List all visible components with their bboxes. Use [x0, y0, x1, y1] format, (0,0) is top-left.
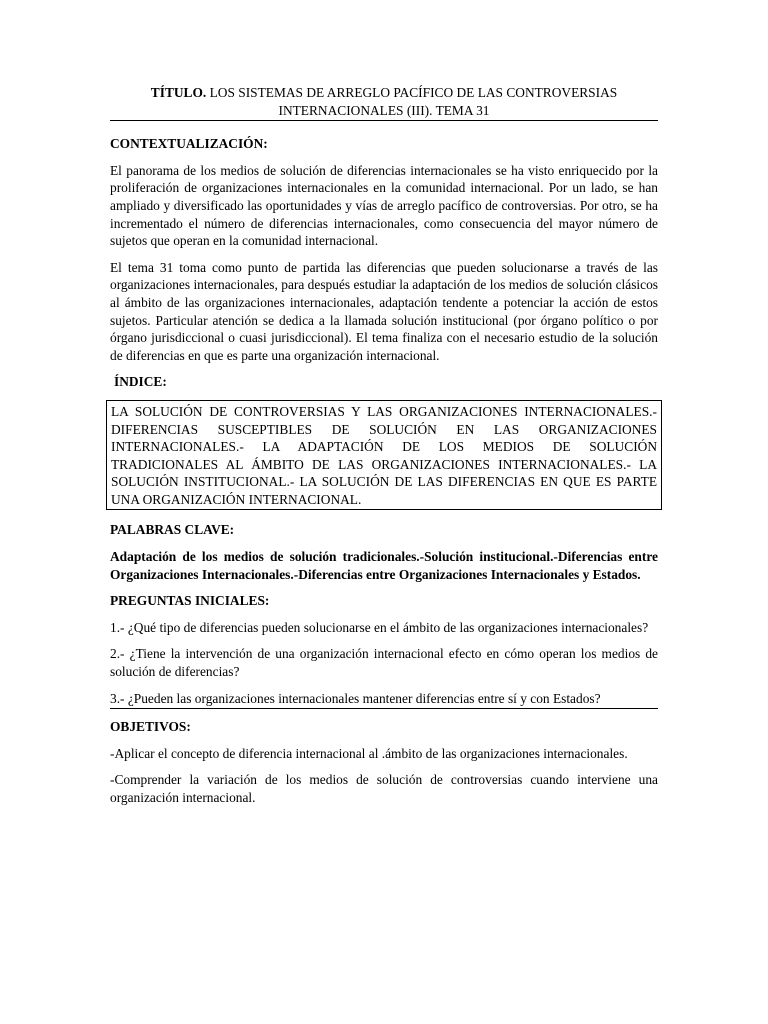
indice-section	[110, 373, 658, 510]
contextualizacion-heading: CONTEXTUALIZACIÓN:	[110, 136, 268, 152]
palabras-clave-text: Adaptación de los medios de solución tradicionales.-Solución institucional.-Diferencias entre Organizaciones Internacionales.-Diferencias entre Organizaciones Internacionales y Estados.	[110, 549, 658, 582]
preguntas-section	[110, 592, 658, 709]
objetivos-section	[110, 718, 658, 806]
palabras-clave-heading: PALABRAS CLAVE:	[110, 522, 235, 538]
pregunta-1: 1.- ¿Qué tipo de diferencias pueden solucionarse en el ámbito de las organizaciones internacionales?	[110, 619, 649, 635]
objetivo-1: -Aplicar el concepto de diferencia internacional al .ámbito de las organizaciones internacionales.	[110, 745, 628, 761]
contextualizacion-section	[110, 135, 658, 364]
preguntas-heading: PREGUNTAS INICIALES:	[110, 593, 270, 609]
document-title	[110, 84, 658, 121]
title-text: LOS SISTEMAS DE ARREGLO PACÍFICO DE LAS CONTROVERSIAS INTERNACIONALES (III). TEMA 31	[206, 85, 618, 118]
indice-box: LA SOLUCIÓN DE CONTROVERSIAS Y LAS ORGANIZACIONES INTERNACIONALES.- DIFERENCIAS SUSCEPTIBLES DE SOLUCIÓN EN LAS ORGANIZACIONES INTERNACIONALES.- LA ADAPTACIÓN DE LOS MEDIOS DE SOLUCIÓN TRADICIONALES AL ÁMBITO DE LAS ORGANIZACIONES INTERNACIONALES.- LA SOLUCIÓN INSTITUCIONAL.- LA SOLUCIÓN DE LAS DIFERENCIAS EN QUE ES PARTE UNA ORGANIZACIÓN INTERNACIONAL.	[106, 400, 662, 511]
objetivo-2: -Comprender la variación de los medios de solución de controversias cuando interviene una organización internacional.	[110, 772, 658, 805]
document-page	[110, 84, 658, 816]
contextualizacion-paragraph-1: El panorama de los medios de solución de diferencias internacionales se ha visto enriquecido por la proliferación de organizaciones internacionales en la comunidad internacional. Por un lado, se han ampliado y diversificado las oportunidades y vías de arreglo pacífico de controversias. Por otro, se ha incrementado el número de diferencias internacionales, como consecuencia del mayor número de sujetos que operan en la comunidad internacional.	[110, 162, 658, 249]
objetivos-heading: OBJETIVOS:	[110, 719, 191, 735]
indice-heading: ÍNDICE:	[114, 374, 167, 390]
pregunta-3: 3.- ¿Pueden las organizaciones internacionales mantener diferencias entre sí y con Estados?	[110, 690, 658, 710]
pregunta-2: 2.- ¿Tiene la intervención de una organización internacional efecto en cómo operan los medios de solución de diferencias?	[110, 646, 658, 680]
palabras-clave-section	[110, 521, 658, 583]
title-label: TÍTULO.	[150, 85, 207, 100]
contextualizacion-paragraph-2: El tema 31 toma como punto de partida las diferencias que pueden solucionarse a través de las organizaciones internacionales, para después estudiar la adaptación de los medios de solución clásicos al ámbito de las organizaciones internacionales, adaptación tendente a potenciar la acción de estos sujetos. Particular atención se dedica a la llamada solución institucional (por órgano político o por órgano jurisdiccional o cuasi jurisdiccional). El tema finaliza con el necesario estudio de la solución de diferencias en que es parte una organización internacional.	[110, 259, 658, 363]
